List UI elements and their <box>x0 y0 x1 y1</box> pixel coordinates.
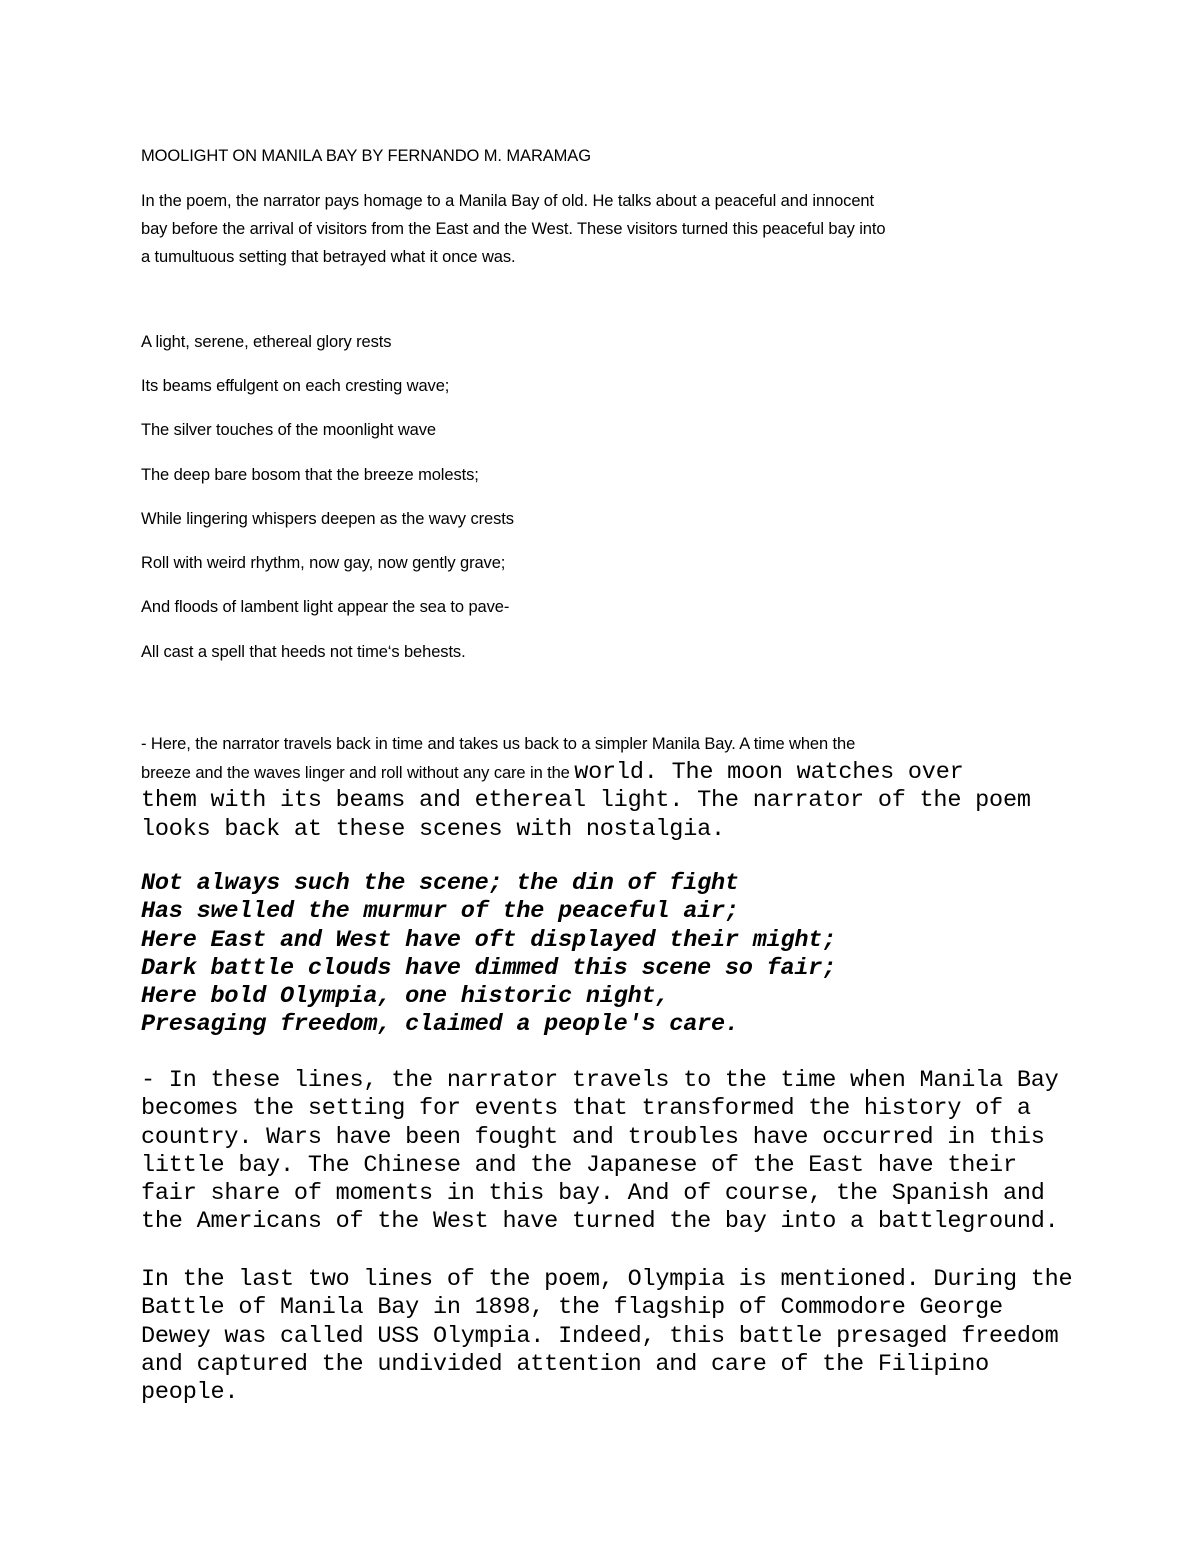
poem-line: Here East and West have oft displayed their might; <box>141 926 837 954</box>
commentary-paragraph-1 <box>141 730 1031 844</box>
poem-line: While lingering whispers deepen as the wavy crests <box>141 510 514 528</box>
poem-line: The deep bare bosom that the breeze molests; <box>141 466 479 484</box>
commentary-line: In the last two lines of the poem, Olympia is mentioned. During the <box>141 1266 1073 1293</box>
commentary-line: Dewey was called USS Olympia. Indeed, this battle presaged freedom <box>141 1322 1059 1350</box>
intro-line: a tumultuous setting that betrayed what it once was. <box>141 248 516 266</box>
intro-line: bay before the arrival of visitors from the East and the West. These visitors turned this peaceful bay into <box>141 220 886 238</box>
poem-line: And floods of lambent light appear the sea to pave- <box>141 598 510 616</box>
poem-line: Its beams effulgent on each cresting wave; <box>141 377 450 395</box>
intro-paragraph <box>141 187 1061 271</box>
poem-line: Not always such the scene; the din of fight <box>141 870 739 897</box>
commentary-line: Battle of Manila Bay in 1898, the flagship of Commodore George <box>141 1294 1003 1322</box>
commentary-line: becomes the setting for events that transformed the history of a <box>141 1095 1031 1123</box>
poem-line: Presaging freedom, claimed a people's care. <box>141 1011 739 1039</box>
commentary-line: them with its beams and ethereal light. The narrator of the poem <box>141 787 1031 815</box>
commentary-line: looks back at these scenes with nostalgia. <box>141 815 725 843</box>
poem-line: Has swelled the murmur of the peaceful air; <box>141 898 739 926</box>
commentary-line: - Here, the narrator travels back in time and takes us back to a simpler Manila Bay. A time when the <box>141 735 856 753</box>
commentary-line: fair share of moments in this bay. And of course, the Spanish and <box>141 1180 1045 1208</box>
poem-line: Roll with weird rhythm, now gay, now gently grave; <box>141 554 506 572</box>
poem-line: A light, serene, ethereal glory rests <box>141 333 392 351</box>
poem-line: Dark battle clouds have dimmed this scene so fair; <box>141 954 837 982</box>
commentary-paragraph-2 <box>141 1067 1059 1237</box>
commentary-line: - In these lines, the narrator travels to the time when Manila Bay <box>141 1067 1059 1094</box>
poem-line: Here bold Olympia, one historic night, <box>141 983 670 1011</box>
commentary-line: people. <box>141 1379 239 1407</box>
document-title: MOOLIGHT ON MANILA BAY BY FERNANDO M. MARAMAG <box>141 147 591 165</box>
poem-stanza-2 <box>141 870 836 1040</box>
commentary-text-sans: breeze and the waves linger and roll without any care in the <box>141 763 575 782</box>
commentary-paragraph-3 <box>141 1266 1072 1407</box>
commentary-line: and captured the undivided attention and care of the Filipino <box>141 1350 990 1378</box>
commentary-text-mono: world. The moon watches over <box>574 758 964 786</box>
poem-line: All cast a spell that heeds not time‘s behests. <box>141 643 466 661</box>
commentary-line: the Americans of the West have turned the bay into a battleground. <box>141 1208 1059 1236</box>
commentary-line: little bay. The Chinese and the Japanese of the East have their <box>141 1151 1017 1179</box>
intro-line: In the poem, the narrator pays homage to a Manila Bay of old. He talks about a peaceful and innocent <box>141 192 874 210</box>
commentary-line: country. Wars have been fought and troubles have occurred in this <box>141 1123 1045 1151</box>
commentary-line-mixed <box>141 759 1031 788</box>
poem-line: The silver touches of the moonlight wave <box>141 421 436 439</box>
